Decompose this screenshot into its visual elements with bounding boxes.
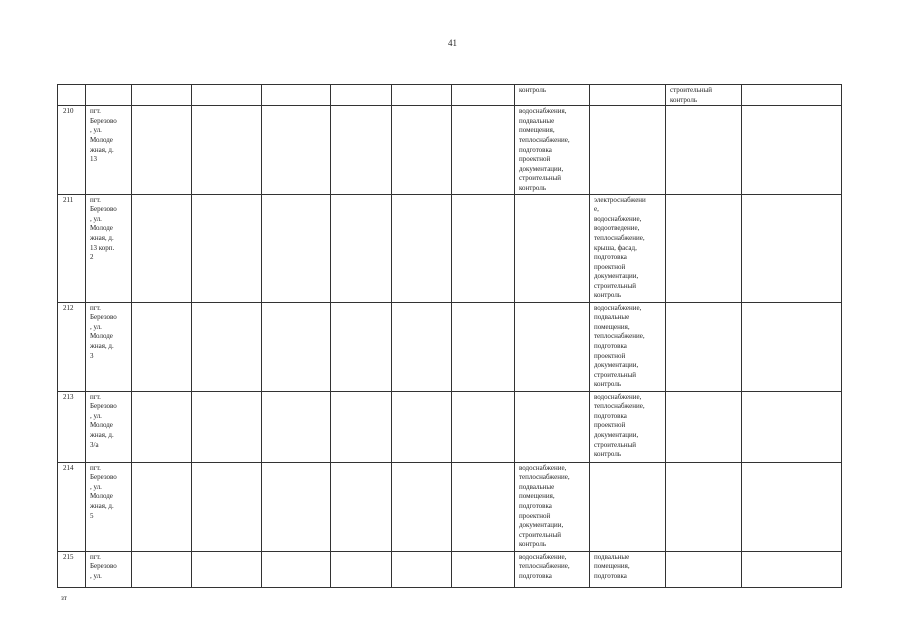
empty-cell: [192, 391, 262, 462]
works-cell: [666, 302, 742, 391]
empty-cell: [132, 106, 192, 194]
empty-cell: [192, 462, 262, 551]
empty-cell: [262, 85, 331, 106]
table-row: [58, 302, 842, 391]
empty-cell: [132, 551, 192, 587]
empty-cell: [262, 391, 331, 462]
row-number-cell: 212: [58, 302, 86, 391]
works-cell: электроснабжени е, водоснабжение, водоотведение, теплоснабжение, крыша, фасад, подготовка проектной документации, строительный контроль: [590, 194, 666, 302]
empty-cell: [742, 302, 842, 391]
empty-cell: [742, 85, 842, 106]
empty-cell: [452, 194, 515, 302]
works-cell: [666, 551, 742, 587]
page-number: 41: [448, 38, 457, 48]
address-cell: пгт. Березово , ул. Молоде жная, д. 3/а: [86, 391, 132, 462]
empty-cell: [392, 194, 452, 302]
works-cell: водоснабжение, подвальные помещения, теплоснабжение, подготовка проектной документации, строительный контроль: [590, 302, 666, 391]
table-row: [58, 85, 842, 106]
empty-cell: [192, 85, 262, 106]
empty-cell: [331, 462, 392, 551]
empty-cell: [132, 391, 192, 462]
empty-cell: [452, 106, 515, 194]
address-cell: пгт. Березово , ул. Молоде жная, д. 13 корп. 2: [86, 194, 132, 302]
works-cell: строительный контроль: [666, 85, 742, 106]
empty-cell: [262, 302, 331, 391]
empty-cell: [392, 462, 452, 551]
works-cell: [515, 302, 590, 391]
address-cell: пгт. Березово , ул. Молоде жная, д. 5: [86, 462, 132, 551]
empty-cell: [392, 85, 452, 106]
empty-cell: [392, 391, 452, 462]
table-row: [58, 462, 842, 551]
empty-cell: [192, 194, 262, 302]
address-cell: пгт. Березово , ул.: [86, 551, 132, 587]
table-row: [58, 551, 842, 587]
works-cell: подвальные помещения, подготовка: [590, 551, 666, 587]
empty-cell: [742, 106, 842, 194]
works-cell: водоснабжение, теплоснабжение, подготовка: [515, 551, 590, 587]
empty-cell: [331, 551, 392, 587]
works-cell: [515, 194, 590, 302]
empty-cell: [452, 302, 515, 391]
works-cell: контроль: [515, 85, 590, 106]
works-cell: [590, 106, 666, 194]
address-cell: пгт. Березово , ул. Молоде жная, д. 3: [86, 302, 132, 391]
works-cell: [666, 194, 742, 302]
empty-cell: [262, 106, 331, 194]
empty-cell: [392, 106, 452, 194]
works-cell: [590, 462, 666, 551]
footer-mark: зт: [61, 594, 67, 602]
empty-cell: [331, 85, 392, 106]
empty-cell: [392, 551, 452, 587]
empty-cell: [742, 391, 842, 462]
empty-cell: [331, 302, 392, 391]
row-number-cell: [58, 85, 86, 106]
empty-cell: [452, 85, 515, 106]
empty-cell: [262, 462, 331, 551]
table-row: [58, 106, 842, 194]
empty-cell: [742, 462, 842, 551]
empty-cell: [452, 391, 515, 462]
row-number-cell: 210: [58, 106, 86, 194]
empty-cell: [331, 391, 392, 462]
table-row: [58, 194, 842, 302]
empty-cell: [742, 194, 842, 302]
works-cell: [590, 85, 666, 106]
empty-cell: [331, 194, 392, 302]
empty-cell: [742, 551, 842, 587]
empty-cell: [262, 551, 331, 587]
row-number-cell: 211: [58, 194, 86, 302]
address-cell: пгт. Березово , ул. Молоде жная, д. 13: [86, 106, 132, 194]
empty-cell: [132, 302, 192, 391]
address-cell: [86, 85, 132, 106]
empty-cell: [192, 302, 262, 391]
row-number-cell: 213: [58, 391, 86, 462]
works-cell: [666, 106, 742, 194]
works-cell: водоснабжения, подвальные помещения, теплоснабжение, подготовка проектной документации, строительный контроль: [515, 106, 590, 194]
empty-cell: [262, 194, 331, 302]
empty-cell: [132, 194, 192, 302]
row-number-cell: 215: [58, 551, 86, 587]
works-cell: водоснабжение, теплоснабжение, подготовка проектной документации, строительный контроль: [590, 391, 666, 462]
empty-cell: [452, 462, 515, 551]
works-cell: [666, 391, 742, 462]
empty-cell: [392, 302, 452, 391]
works-cell: [515, 391, 590, 462]
empty-cell: [192, 106, 262, 194]
works-cell: [666, 462, 742, 551]
works-cell: водоснабжение, теплоснабжение, подвальные помещения, подготовка проектной документации, строительный контроль: [515, 462, 590, 551]
empty-cell: [331, 106, 392, 194]
empty-cell: [192, 551, 262, 587]
empty-cell: [132, 462, 192, 551]
empty-cell: [452, 551, 515, 587]
capital-repair-table: [57, 84, 842, 588]
table-row: [58, 391, 842, 462]
empty-cell: [132, 85, 192, 106]
row-number-cell: 214: [58, 462, 86, 551]
